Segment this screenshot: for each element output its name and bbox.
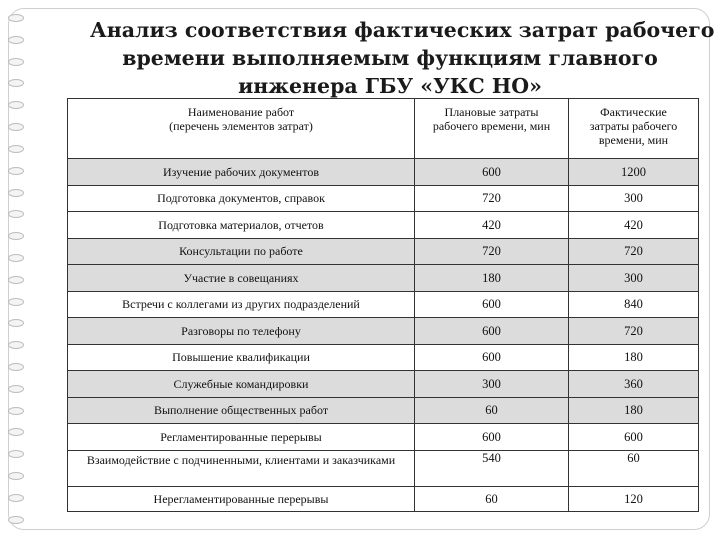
row-planned: 420 (415, 212, 569, 239)
table-row (68, 344, 699, 371)
row-actual: 60 (569, 450, 699, 486)
row-actual: 720 (569, 238, 699, 265)
row-planned: 300 (415, 371, 569, 398)
table-row (68, 486, 699, 511)
row-work-name: Изучение рабочих документов (68, 159, 415, 186)
title-line-3: инженера ГБУ «УКС НО» (238, 74, 542, 98)
header-text: рабочего времени, мин (432, 119, 551, 133)
row-work-name: Повышение квалификации (68, 344, 415, 371)
header-text: времени, мин (598, 133, 669, 147)
row-work-name: Взаимодействие с подчиненными, клиентами и заказчиками (68, 450, 415, 486)
row-actual: 1200 (569, 159, 699, 186)
row-planned: 60 (415, 486, 569, 511)
work-time-table (67, 98, 699, 512)
header-actual (569, 99, 699, 159)
table-row (68, 318, 699, 345)
row-actual: 840 (569, 291, 699, 318)
table-header-row (68, 99, 699, 159)
row-work-name: Разговоры по телефону (68, 318, 415, 345)
row-work-name: Подготовка документов, справок (68, 185, 415, 212)
row-actual: 300 (569, 185, 699, 212)
row-actual: 120 (569, 486, 699, 511)
row-planned: 600 (415, 291, 569, 318)
row-work-name: Выполнение общественных работ (68, 397, 415, 424)
header-text: затраты рабочего (589, 119, 678, 133)
header-text: (перечень элементов затрат) (169, 119, 313, 133)
table-row (68, 159, 699, 186)
row-work-name: Служебные командировки (68, 371, 415, 398)
row-actual: 180 (569, 344, 699, 371)
header-text: Плановые затраты (444, 105, 539, 119)
row-planned: 720 (415, 185, 569, 212)
table-row (68, 212, 699, 239)
table-row (68, 265, 699, 292)
table-row (68, 424, 699, 451)
header-text: Наименование работ (187, 105, 295, 119)
header-planned (415, 99, 569, 159)
table-row (68, 291, 699, 318)
row-actual: 300 (569, 265, 699, 292)
row-actual: 600 (569, 424, 699, 451)
binding-rings (8, 14, 24, 524)
row-actual: 180 (569, 397, 699, 424)
row-planned: 600 (415, 424, 569, 451)
title-line-2: времени выполняемым функциям главного (122, 46, 658, 70)
title-line-1: Анализ соответствия фактических затрат рабочего (90, 18, 715, 42)
row-planned: 600 (415, 344, 569, 371)
row-work-name: Нерегламентированные перерывы (68, 486, 415, 511)
table-row (68, 238, 699, 265)
row-work-name: Регламентированные перерывы (68, 424, 415, 451)
slide-title (90, 16, 715, 100)
row-planned: 180 (415, 265, 569, 292)
header-work-name (68, 99, 415, 159)
row-actual: 360 (569, 371, 699, 398)
row-work-name: Участие в совещаниях (68, 265, 415, 292)
row-planned: 600 (415, 159, 569, 186)
header-text: Фактические (600, 105, 667, 119)
row-work-name: Встречи с коллегами из других подразделений (68, 291, 415, 318)
table-row (68, 371, 699, 398)
table-row (68, 397, 699, 424)
table-row (68, 185, 699, 212)
row-actual: 420 (569, 212, 699, 239)
row-planned: 60 (415, 397, 569, 424)
row-planned: 540 (415, 450, 569, 486)
row-planned: 720 (415, 238, 569, 265)
row-planned: 600 (415, 318, 569, 345)
table-row (68, 450, 699, 486)
row-actual: 720 (569, 318, 699, 345)
row-work-name: Подготовка материалов, отчетов (68, 212, 415, 239)
row-work-name: Консультации по работе (68, 238, 415, 265)
